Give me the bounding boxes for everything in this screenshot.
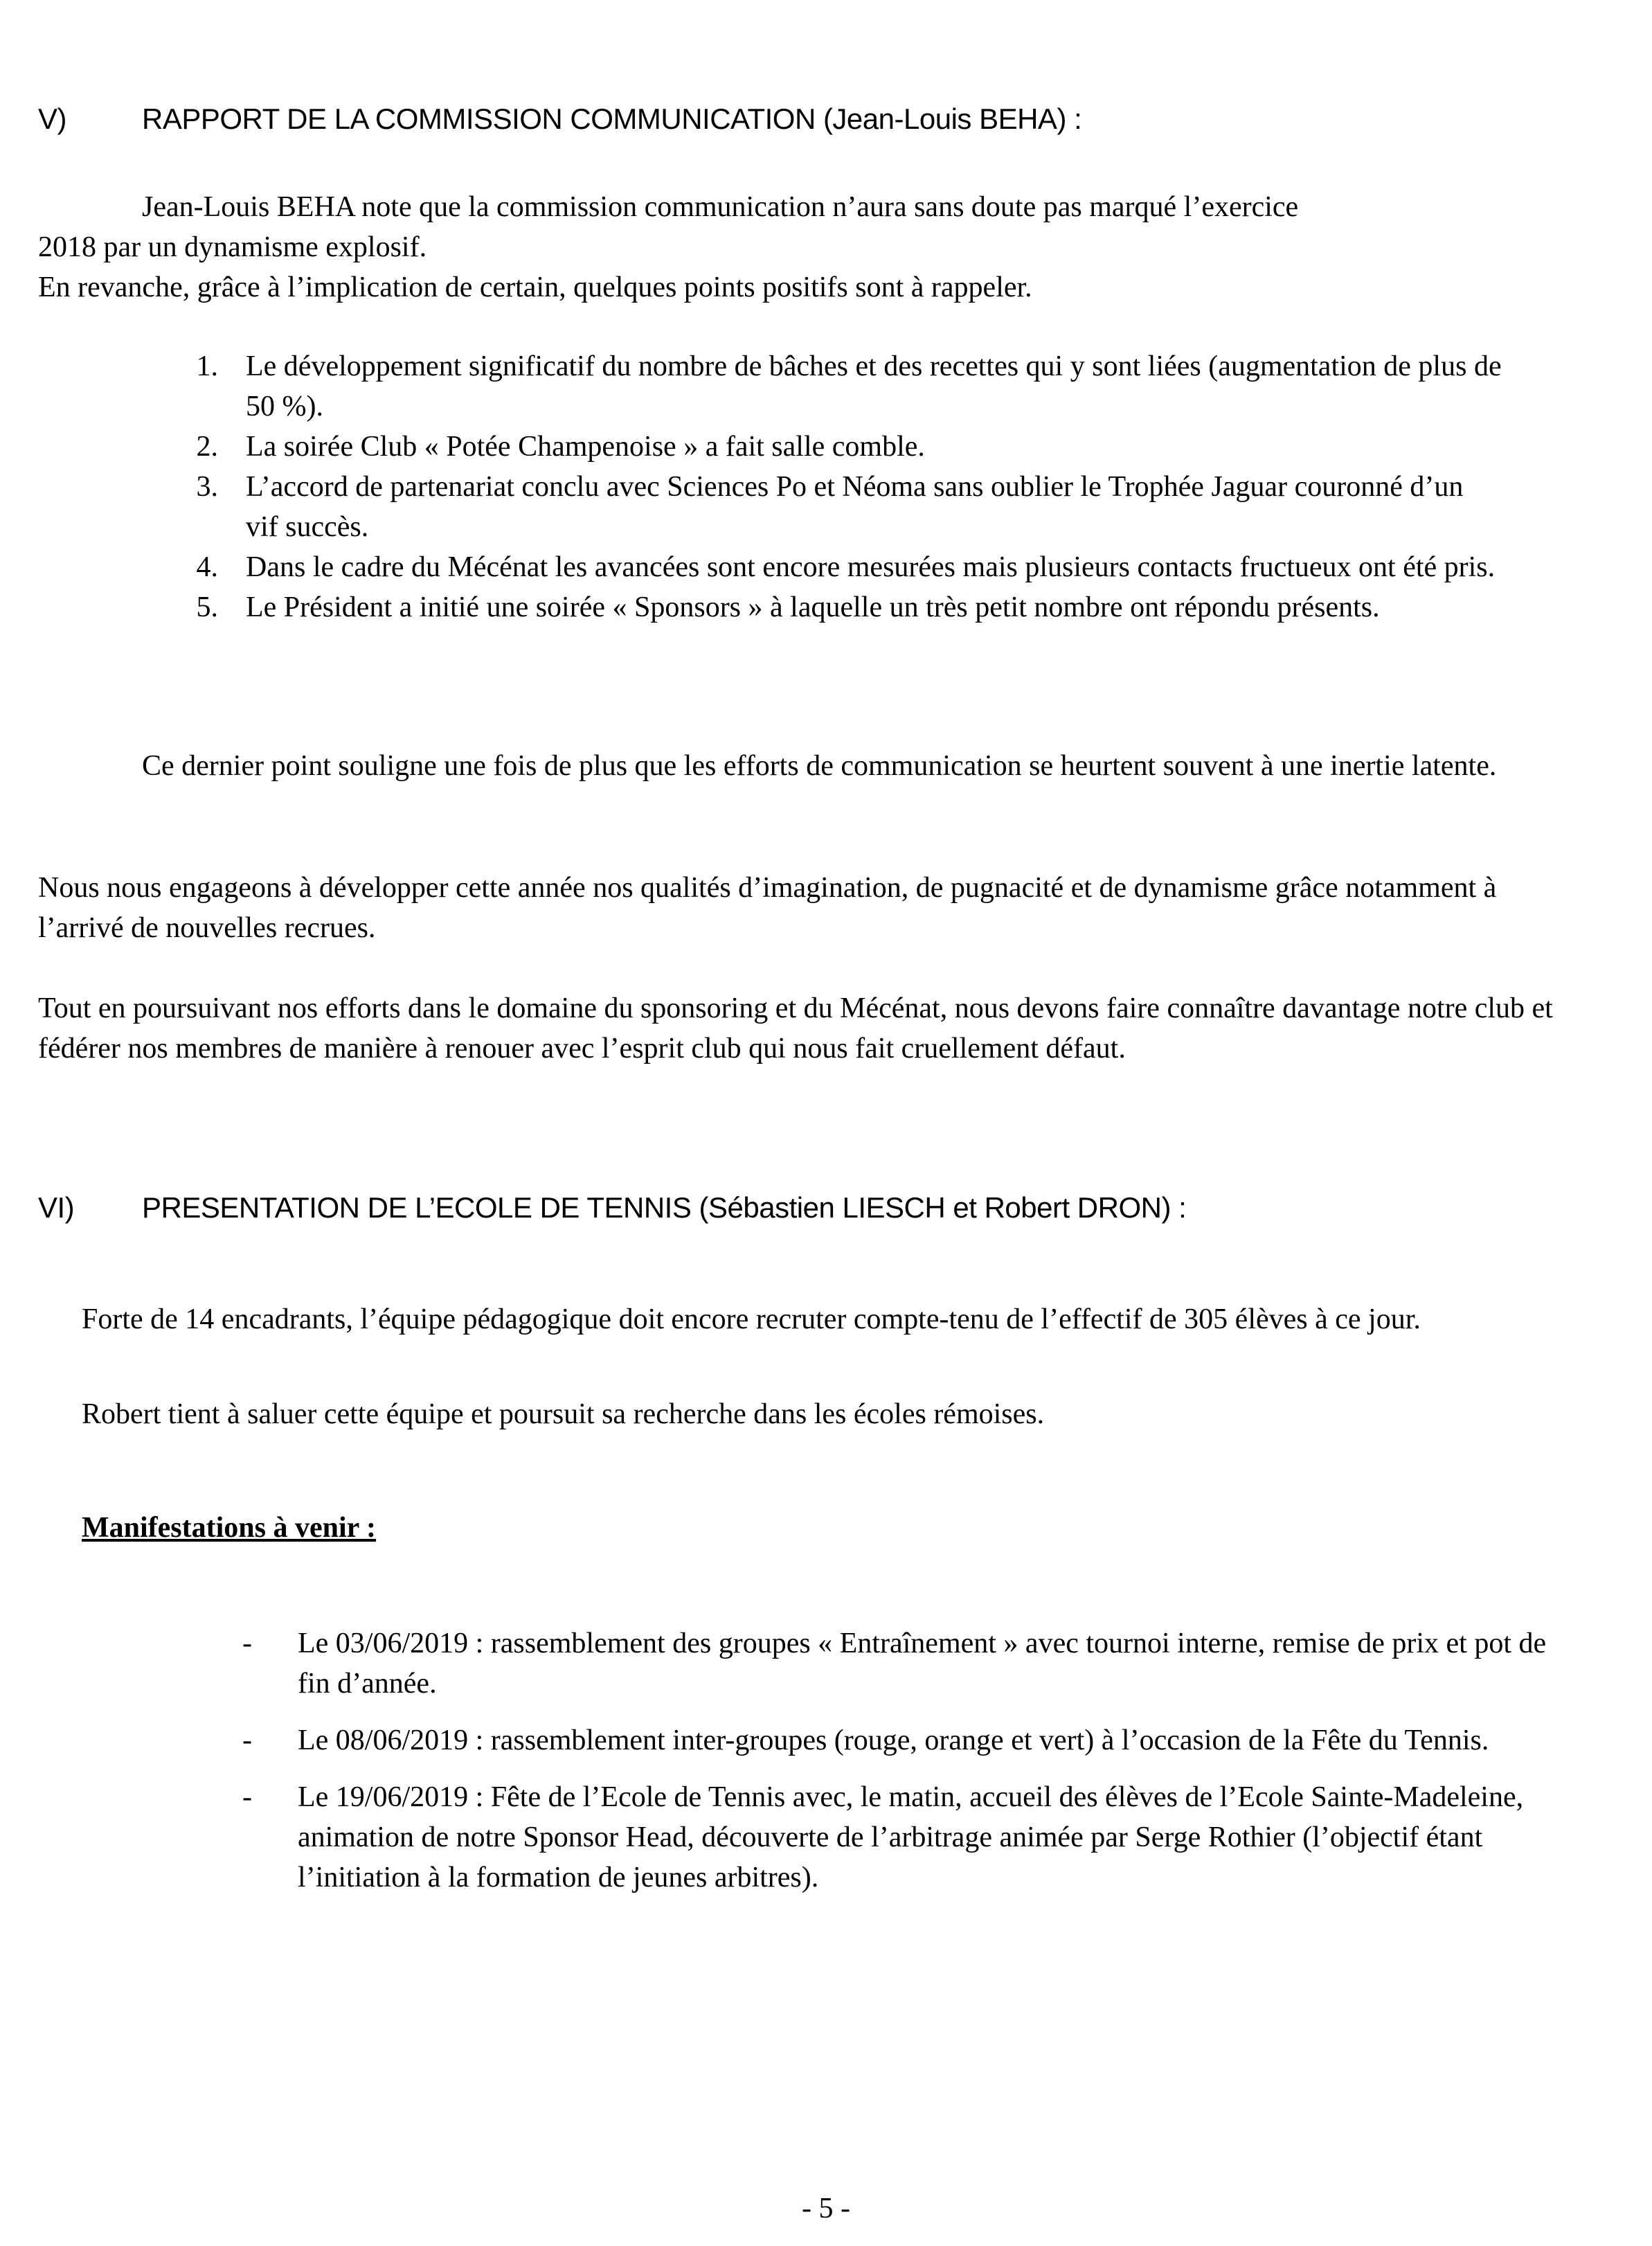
section-v-conclusion: Tout en poursuivant nos efforts dans le domaine du sponsoring et du Mécénat, nous devons faire connaître davantage notre club et fédérer nos membres de manière à renouer avec l’esprit club qui nous fait cruellement défaut. (38, 992, 1553, 1064)
section-vi-title: PRESENTATION DE L’ECOLE DE TENNIS (Sébastien LIESCH et Robert DRON) : (142, 1191, 1187, 1224)
section-v-engagement: Nous nous engageons à développer cette année nos qualités d’imagination, de pugnacité et de dynamisme grâce notamment à l’arrivé de nouvelles recrues. (38, 872, 1497, 944)
section-v-remark: Ce dernier point souligne une fois de plus que les efforts de communication se heurtent souvent à une inertie latente. (142, 750, 1497, 782)
list-item: 4. Dans le cadre du Mécénat les avancées sont encore mesurées mais plusieurs contacts fructueux ont été pris. (196, 551, 1496, 583)
intro-line-1: Jean-Louis BEHA note que la commission communication n’aura sans doute pas marqué l’exercice (142, 191, 1299, 223)
section-vi-robert: Robert tient à saluer cette équipe et poursuit sa recherche dans les écoles rémoises. (82, 1398, 1045, 1430)
list-item: - Le 03/06/2019 : rassemblement des groupes « Entraînement » avec tournoi interne, remise de prix et pot de fin d’année. (242, 1628, 1547, 1700)
intro-line-3: En revanche, grâce à l’implication de certain, quelques points positifs sont à rappeler. (38, 271, 1032, 303)
list-item: 3. L’accord de partenariat conclu avec Sciences Po et Néoma sans oublier le Trophée Jaguar couronné d’un vif succès. (196, 471, 1464, 543)
section-vi-staff: Forte de 14 encadrants, l’équipe pédagogique doit encore recruter compte-tenu de l’effectif de 305 élèves à ce jour. (82, 1303, 1421, 1335)
list-item: - Le 19/06/2019 : Fête de l’Ecole de Tennis avec, le matin, accueil des élèves de l’Ecole Sainte-Madeleine, animation de notre Sponsor Head, découverte de l’arbitrage animée par Serge Rothier (l’objectif étant l’initiation à la formation de jeunes arbitres). (242, 1781, 1524, 1893)
section-v-heading (38, 103, 1081, 136)
communication-points-list (187, 346, 1502, 627)
list-item: 2. La soirée Club « Potée Champenoise » a fait salle comble. (196, 431, 925, 463)
list-item: 5. Le Président a initié une soirée « Sponsors » à laquelle un très petit nombre ont répondu présents. (196, 591, 1380, 623)
page-number: - 5 - (802, 2193, 850, 2225)
events-heading: Manifestations à venir : (82, 1512, 377, 1544)
section-vi-number: VI) (38, 1191, 75, 1224)
intro-line-2: 2018 par un dynamisme explosif. (38, 231, 427, 263)
section-v-intro (38, 187, 1603, 308)
section-v-title: RAPPORT DE LA COMMISSION COMMUNICATION (Jean-Louis BEHA) : (142, 103, 1082, 135)
section-v-number: V) (38, 103, 66, 135)
list-item: 1. Le développement significatif du nombre de bâches et des recettes qui y sont liées (augmentation de plus de 50 %). (196, 350, 1502, 422)
list-item: - Le 08/06/2019 : rassemblement inter-groupes (rouge, orange et vert) à l’occasion de la Fête du Tennis. (242, 1724, 1489, 1756)
events-list (242, 1623, 1579, 1914)
section-vi-heading (38, 1191, 1186, 1224)
